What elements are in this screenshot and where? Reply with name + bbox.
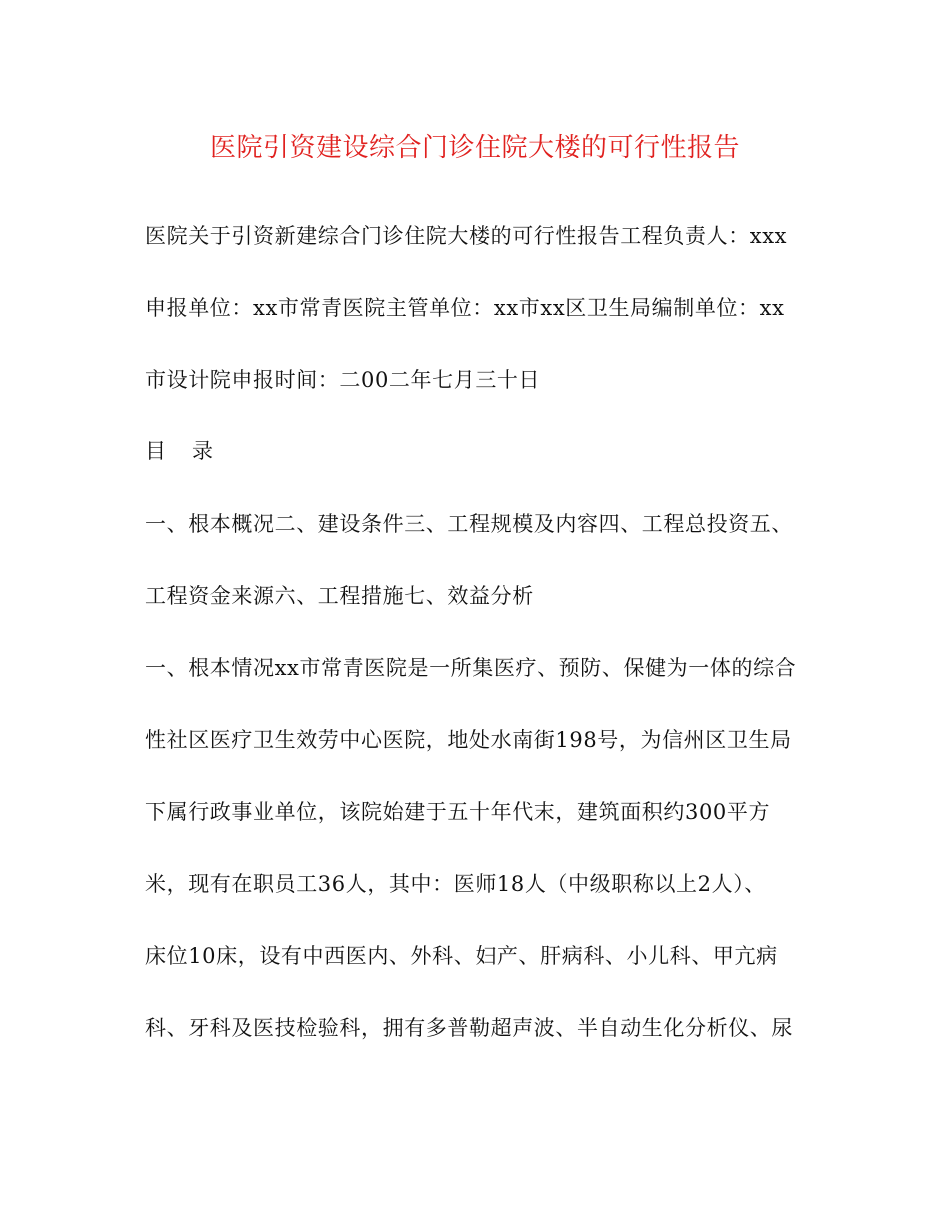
body-paragraph-line: 床位10床，设有中西医内、外科、妇产、肝病科、小儿科、甲亢病 [145, 944, 778, 968]
toc-line: 工程资金来源六、工程措施七、效益分析 [145, 584, 534, 608]
toc-heading-char-1: 目 [145, 439, 166, 463]
body-paragraph-line: 一、根本情况xx市常青医院是一所集医疗、预防、保健为一体的综合 [145, 656, 797, 680]
body-paragraph-line: 性社区医疗卫生效劳中心医院，地处水南街198号，为信州区卫生局 [145, 728, 792, 752]
body-paragraph-line: 米，现有在职员工36人，其中：医师18人（中级职称以上2人）、 [145, 872, 766, 896]
project-responsible-line: 医院关于引资新建综合门诊住院大楼的可行性报告工程负责人：xxx [145, 224, 788, 248]
body-paragraph-line: 下属行政事业单位，该院始建于五十年代末，建筑面积约300平方 [145, 800, 771, 824]
toc-line: 一、根本概况二、建设条件三、工程规模及内容四、工程总投资五、 [145, 512, 793, 536]
toc-heading-char-2: 录 [192, 439, 213, 463]
document-title: 医院引资建设综合门诊住院大楼的可行性报告 [209, 133, 740, 163]
toc-heading [145, 435, 825, 467]
application-date-line: 市设计院申报时间：二00二年七月三十日 [145, 368, 541, 392]
body-paragraph-line: 科、牙科及医技检验科，拥有多普勒超声波、半自动生化分析仪、尿 [145, 1016, 793, 1040]
applicant-units-line: 申报单位：xx市常青医院主管单位：xx市xx区卫生局编制单位：xx [145, 296, 785, 320]
